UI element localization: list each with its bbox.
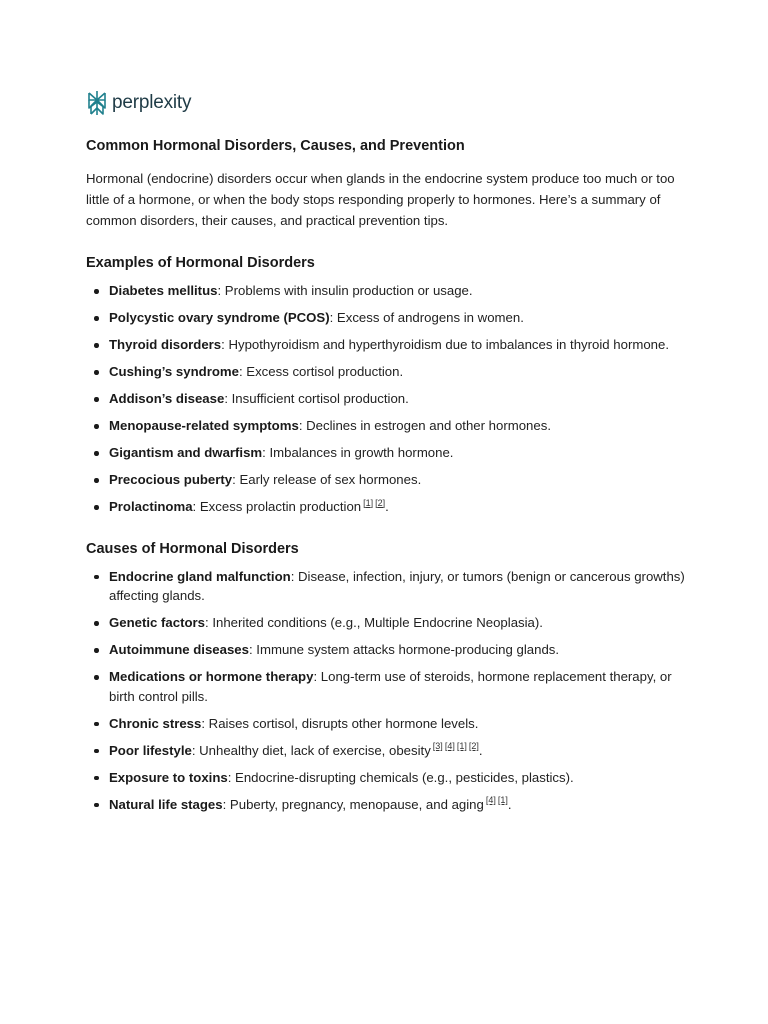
list-item-text: : Imbalances in growth hormone. bbox=[262, 445, 454, 460]
citation-group bbox=[361, 499, 389, 514]
citation-link[interactable]: [4] bbox=[444, 741, 455, 752]
list-item-text: : Unhealthy diet, lack of exercise, obesity bbox=[191, 742, 431, 758]
list-item-term: Endocrine gland malfunction bbox=[109, 568, 291, 584]
list-item-text: : Puberty, pregnancy, menopause, and aging bbox=[222, 796, 484, 812]
citation-link[interactable]: [2] bbox=[375, 497, 386, 508]
citation-link[interactable]: [3] bbox=[432, 741, 443, 752]
list-item-term: Natural life stages bbox=[109, 796, 223, 812]
list-item-term: Genetic factors bbox=[109, 615, 206, 630]
citation-link[interactable]: [2] bbox=[468, 741, 479, 752]
list-item bbox=[86, 567, 686, 606]
sections-container bbox=[86, 255, 686, 814]
list-item-term: Cushing’s syndrome bbox=[109, 364, 239, 379]
list-item-text: : Raises cortisol, disrupts other hormone levels. bbox=[201, 715, 479, 731]
perplexity-logo-icon bbox=[86, 90, 108, 116]
citation-group bbox=[484, 797, 512, 812]
list-item bbox=[86, 281, 686, 301]
list-item bbox=[86, 389, 686, 409]
citation-link[interactable]: [4] bbox=[485, 795, 496, 806]
sentence-end: . bbox=[385, 499, 389, 514]
list-item-text: : Hypothyroidism and hyperthyroidism due to imbalances in thyroid hormone. bbox=[221, 337, 669, 352]
list-item-term: Menopause-related symptoms bbox=[109, 418, 299, 433]
list-item bbox=[86, 416, 686, 436]
list-item bbox=[86, 613, 686, 633]
bullet-list bbox=[86, 567, 686, 815]
list-item-term: Autoimmune diseases bbox=[109, 642, 249, 657]
document-title: Common Hormonal Disorders, Causes, and Prevention bbox=[86, 138, 465, 154]
bullet-list bbox=[86, 281, 686, 517]
list-item bbox=[86, 714, 686, 734]
list-item-text: : Excess prolactin production bbox=[192, 499, 362, 514]
list-item-text: : Early release of sex hormones. bbox=[232, 472, 422, 487]
list-item-term: Medications or hormone therapy bbox=[109, 669, 314, 684]
section-heading: Examples of Hormonal Disorders bbox=[86, 255, 315, 271]
document-page bbox=[86, 88, 686, 822]
list-item bbox=[86, 741, 686, 761]
citation-group bbox=[431, 743, 483, 758]
list-item bbox=[86, 443, 686, 463]
list-item-term: Chronic stress bbox=[109, 715, 202, 731]
list-item bbox=[86, 335, 686, 355]
list-item-term: Gigantism and dwarfism bbox=[109, 445, 263, 460]
sentence-end: . bbox=[478, 742, 483, 758]
list-item-text: : Insufficient cortisol production. bbox=[224, 391, 409, 406]
list-item-text: : Long-term use of steroids, hormone replacement therapy, or birth control pills. bbox=[109, 669, 672, 704]
list-item-term: Diabetes mellitus bbox=[109, 283, 218, 298]
list-item bbox=[86, 640, 686, 660]
list-item bbox=[86, 768, 686, 788]
list-item-text: : Excess cortisol production. bbox=[238, 364, 404, 379]
list-item bbox=[86, 795, 686, 815]
citation-link[interactable]: [1] bbox=[456, 741, 467, 752]
list-item bbox=[86, 362, 686, 382]
perplexity-logo bbox=[86, 88, 686, 118]
list-item bbox=[86, 667, 686, 706]
list-item bbox=[86, 308, 686, 328]
list-item-term: Thyroid disorders bbox=[109, 337, 222, 352]
citation-link[interactable]: [1] bbox=[363, 497, 374, 508]
section-heading: Causes of Hormonal Disorders bbox=[86, 540, 299, 557]
list-item bbox=[86, 470, 686, 490]
list-item-term: Addison’s disease bbox=[109, 391, 225, 406]
citation-link[interactable]: [1] bbox=[497, 795, 508, 806]
list-item bbox=[86, 497, 686, 517]
list-item-text: : Declines in estrogen and other hormones. bbox=[298, 418, 551, 433]
list-item-text: : Immune system attacks hormone-producing glands. bbox=[248, 642, 560, 657]
sentence-end: . bbox=[507, 796, 512, 812]
brand-name: perplexity bbox=[112, 92, 192, 113]
list-item-term: Prolactinoma bbox=[109, 499, 193, 514]
list-item-term: Exposure to toxins bbox=[109, 769, 228, 785]
list-item-term: Precocious puberty bbox=[109, 472, 233, 487]
list-item-text: : Disease, infection, injury, or tumors (benign or cancerous growths) affecting glands. bbox=[109, 568, 685, 603]
list-item-text: : Inherited conditions (e.g., Multiple Endocrine Neoplasia). bbox=[205, 615, 543, 630]
list-item-text: : Problems with insulin production or usage. bbox=[217, 283, 473, 298]
intro-paragraph: Hormonal (endocrine) disorders occur when glands in the endocrine system produce too much or too little of a hormone, or when the body stops responding properly to hormones. Here’s a summary of common disorders, their causes, and practical prevention tips. bbox=[86, 171, 675, 228]
list-item-text: : Excess of androgens in women. bbox=[329, 310, 524, 325]
list-item-text: : Endocrine-disrupting chemicals (e.g., pesticides, plastics). bbox=[227, 769, 574, 785]
list-item-term: Poor lifestyle bbox=[109, 742, 192, 758]
list-item-term: Polycystic ovary syndrome (PCOS) bbox=[109, 310, 330, 325]
